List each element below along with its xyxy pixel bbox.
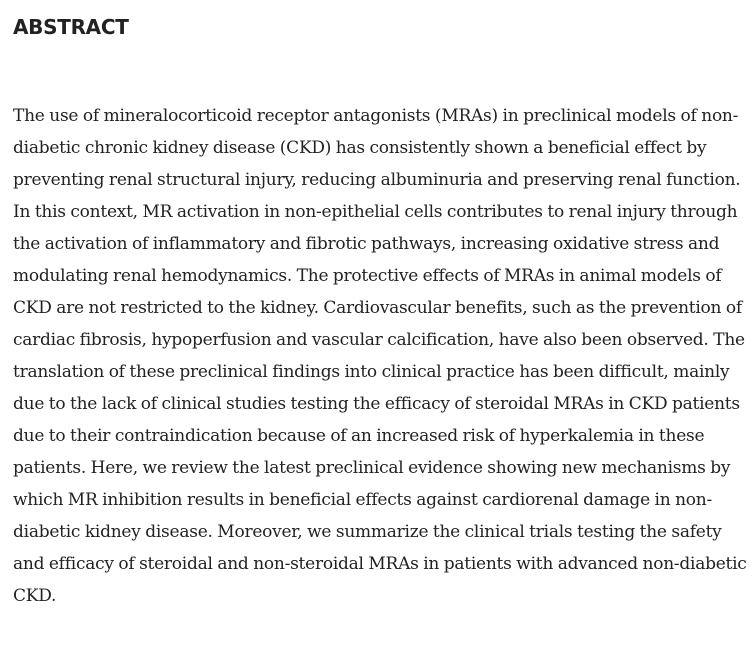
section-heading: ABSTRACT (13, 15, 129, 39)
abstract-text: The use of mineralocorticoid receptor antagonists (MRAs) in preclinical models of non-diabetic chronic kidney disease (CKD) has consistently shown a beneficial effect by preventing renal structural injury, reducing albuminuria and preserving renal function. In this context, MR activation in non-epithelial cells contributes to renal injury through the activation of inflammatory and fibrotic pathways, increasing oxidative stress and modulating renal hemodynamics. The protective effects of MRAs in animal models of CKD are not restricted to the kidney. Cardiovascular benefits, such as the prevention of cardiac fibrosis, hypoperfusion and vascular calcification, have also been observed. The translation of these preclinical findings into clinical practice has been difficult, mainly due to the lack of clinical studies testing the efficacy of steroidal MRAs in CKD patients due to their contraindication because of an increased risk of hyperkalemia in these patients. Here, we review the latest preclinical evidence showing new mechanisms by which MR inhibition results in beneficial effects against cardiorenal damage in non-diabetic kidney disease. Moreover, we summarize the clinical trials testing the safety and efficacy of steroidal and non-steroidal MRAs in patients with advanced non-diabetic CKD. (13, 106, 747, 606)
